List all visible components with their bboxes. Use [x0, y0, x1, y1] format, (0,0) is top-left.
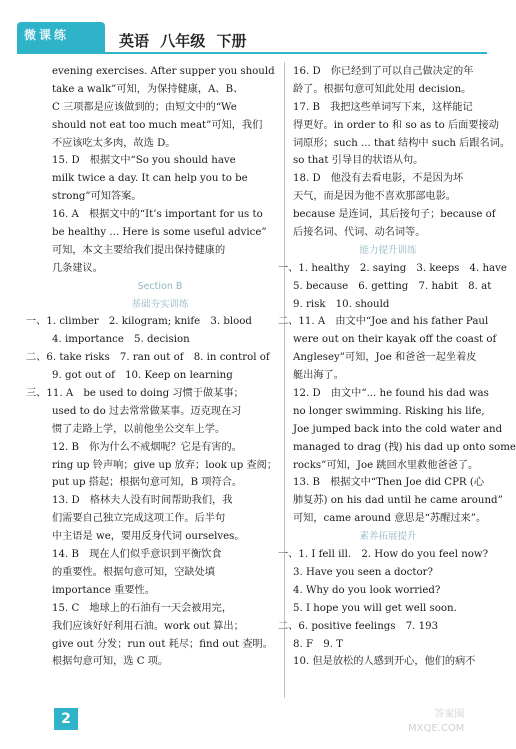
answer-line: 不应该吃太多肉，故选 D。: [52, 137, 176, 149]
answer-line: be healthy ... Here is some useful advice”: [52, 227, 267, 239]
answer-line: 9. risk 10. should: [293, 298, 390, 310]
answer-line: 一、1. I fell ill. 2. How do you feel now?: [278, 549, 489, 561]
answer-line: give out 分发；run out 耗尽；find out 查明。: [52, 638, 273, 650]
answer-line: 二、11. A 由文中“Joe and his father Paul: [278, 316, 489, 328]
answer-line: 12. B 你为什么不戒烟呢？它是有害的。: [52, 441, 242, 453]
answer-line: 12. D 由文中“... he found his dad was: [293, 388, 489, 400]
answer-line: managed to drag (拽) his dad up onto some: [293, 441, 516, 453]
answer-line: 一、1. climber 2. kilogram; knife 3. blood: [26, 316, 252, 328]
answer-line: because 是连词，其后接句子；because of: [293, 209, 496, 221]
answer-line: 艇出海了。: [293, 370, 344, 382]
answer-line: 13. D 格林夫人没有时间帮助我们，我: [52, 495, 233, 507]
answer-line: 得更好。in order to 和 so as to 后面要接动: [293, 119, 499, 131]
answer-line: 17. B 我把这些单词写下来，这样能记: [293, 101, 473, 113]
answer-line: 8. F 9. T: [293, 638, 343, 650]
answer-line: 10. 但是放松的人感到开心，他们的病不: [293, 656, 476, 668]
answer-line: Anglesey”可知，Joe 和爸爸一起坐着皮: [293, 352, 477, 364]
answer-line: 后接名词、代词、动名词等。: [293, 227, 426, 239]
book-title: 英语 八年级 下册: [119, 32, 247, 50]
answer-line: 一、1. healthy 2. saying 3. keeps 4. have: [278, 262, 507, 274]
answer-line: 天气，而是因为他不喜欢那部电影。: [293, 191, 456, 203]
answer-line: put up 搭起；根据句意可知，B 项符合。: [52, 477, 243, 489]
answer-line: evening exercises. After supper you should: [52, 66, 275, 77]
logo-text: 微课练: [24, 28, 70, 42]
section-heading: 素养拓展提升: [359, 531, 417, 543]
answer-line: 中主语是 we，要用反身代词 ourselves。: [52, 531, 245, 543]
answer-line: 我们应该好好利用石油。work out 算出；: [52, 620, 244, 632]
answer-line: 龄了。根据句意可知此处用 decision。: [293, 83, 472, 95]
page-header: [0, 0, 500, 56]
section-heading: 能力提升训练: [359, 244, 417, 256]
answer-line: should not eat too much meat”可知，我们: [52, 119, 263, 131]
answer-line: 18. D 他没有去看电影，不是因为坏: [293, 173, 464, 185]
answer-line: 15. C 地球上的石油有一天会被用完，: [52, 602, 233, 614]
answer-line: C 三项都是应该做到的；由短文中的“We: [52, 101, 237, 113]
answer-line: 5. I hope you will get well soon.: [293, 602, 457, 614]
answer-line: 二、6. positive feelings 7. 193: [278, 620, 439, 632]
answer-line: 肺复苏) on his dad until he came around”: [293, 495, 503, 507]
answer-line: 3. Have you seen a doctor?: [293, 566, 433, 578]
answer-line: 13. B 根据文中“Then Joe did CPR (心: [293, 477, 485, 489]
page-number: 2: [54, 708, 78, 730]
answer-line: used to do 过去常常做某事。迈克现在习: [52, 405, 242, 417]
left-column: [26, 63, 278, 671]
watermark: 答案圈 MXQE.COM: [408, 709, 465, 734]
answer-line: take a walk”可知，为保持健康，A、B、: [52, 83, 244, 95]
answer-line: strong”可知答案。: [52, 191, 142, 203]
answer-line: ring up 铃声响；give up 放弃；look up 查阅；: [52, 459, 278, 471]
header-rule: [17, 52, 487, 54]
right-column: [278, 63, 516, 671]
answer-line: 惯了走路上学，以前他坐公交车上学。: [52, 423, 226, 435]
answer-line: 4. importance 5. decision: [52, 334, 190, 346]
answer-line: 根据句意可知，选 C 项。: [52, 656, 169, 668]
column-divider: [284, 62, 285, 698]
answer-line: no longer swimming. Risking his life,: [293, 405, 485, 417]
answer-line: Joe jumped back into the cold water and: [293, 423, 503, 435]
answer-line: 三、11. A be used to doing 习惯于做某事；: [26, 388, 244, 400]
answer-line: 14. B 现在人们似乎意识到平衡饮食: [52, 549, 222, 561]
section-heading: 基础夯实训练: [131, 298, 189, 310]
answer-line: 二、6. take risks 7. ran out of 8. in control of: [26, 352, 270, 364]
answer-line: 可知，came around 意思是“苏醒过来”。: [293, 513, 487, 525]
answer-line: 4. Why do you look worried?: [293, 584, 441, 596]
answer-line: importance 重要性。: [52, 584, 155, 596]
answer-line: 词原形；such ... that 结构中 such 后跟名词。: [293, 137, 511, 149]
answer-line: 9. got out of 10. Keep on learning: [52, 370, 233, 382]
answer-line: 5. because 6. getting 7. habit 8. at: [293, 280, 492, 292]
answer-line: 16. D 你已经到了可以自己做决定的年: [293, 66, 474, 77]
answer-line: 们需要自己独立完成这项工作。后半句: [52, 513, 226, 525]
answer-line: 的重要性。根据句意可知，空缺处填: [52, 566, 215, 578]
section-heading: Section B: [137, 280, 183, 292]
answer-line: 可知，本文主要给我们提出保持健康的: [52, 244, 226, 256]
answer-line: milk twice a day. It can help you to be: [52, 173, 248, 185]
answer-line: 16. A 根据文中的“It’s important for us to: [52, 209, 263, 221]
answer-line: 15. D 根据文中“So you should have: [52, 155, 236, 167]
answer-line: 几条建议。: [52, 262, 103, 274]
answer-line: were out on their kayak off the coast of: [293, 334, 497, 346]
answer-line: rocks”可知，Joe 跳回水里救他爸爸了。: [293, 459, 479, 471]
answer-line: so that 引导目的状语从句。: [293, 155, 424, 167]
